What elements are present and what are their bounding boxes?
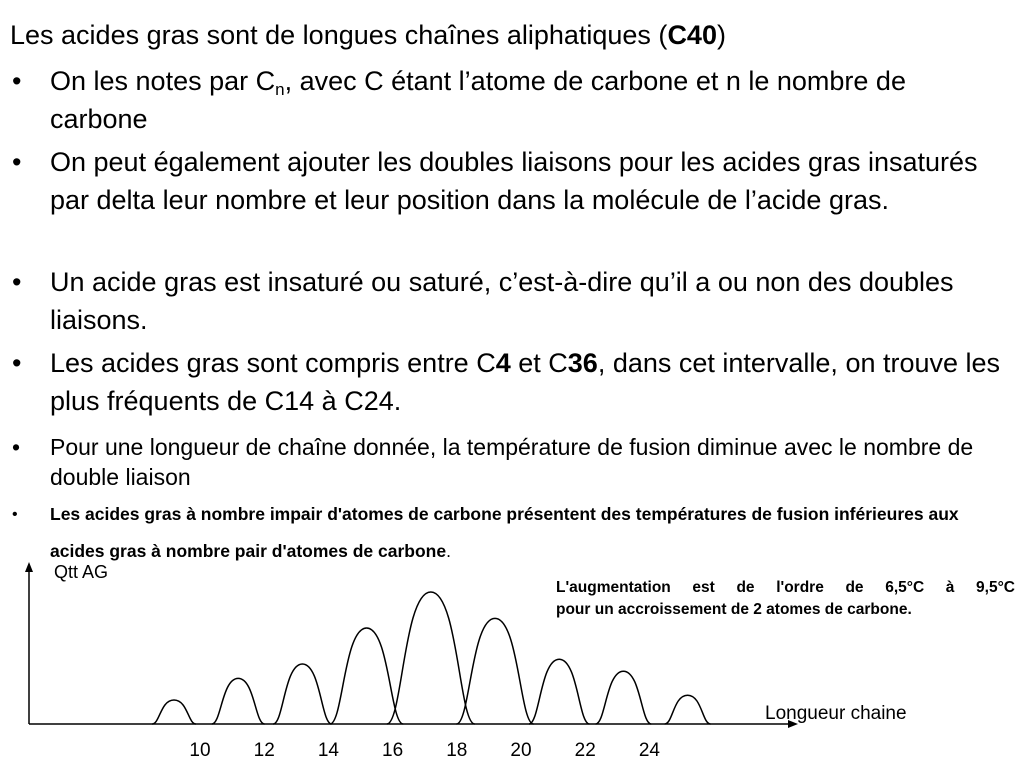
peak-20 xyxy=(456,618,533,724)
tick-label-12: 12 xyxy=(253,740,275,761)
bullet-text: Les acides gras à nombre impair d'atomes de carbone présentent des températures de fusion inférieures aux acides gras à nombre pair d'atomes de carbone. xyxy=(50,504,959,561)
y-axis-arrow xyxy=(25,562,33,572)
bullet-dot: • xyxy=(12,147,22,177)
bullet-odd-even xyxy=(12,496,1008,570)
x-axis-label: Longueur chaine xyxy=(765,703,907,724)
tick-label-22: 22 xyxy=(574,740,596,761)
bullet-dot: • xyxy=(12,434,21,460)
tick-label-14: 14 xyxy=(317,740,339,761)
bullet-dot: • xyxy=(12,348,22,378)
bullet-range xyxy=(12,344,1008,420)
subscript-n: n xyxy=(275,80,285,99)
peak-12 xyxy=(212,678,265,724)
bullet-double-bonds xyxy=(12,143,1008,219)
bullet-text: On les notes par $C_n$, avec C étant l’atome de carbone et n le nombre de carbone xyxy=(50,66,906,134)
tick-labels xyxy=(189,740,660,761)
y-axis-label: Qtt AG xyxy=(54,562,109,582)
bullet-notation xyxy=(12,62,1008,138)
bullet-dot: • xyxy=(12,66,22,96)
bullet-text: Pour une longueur de chaîne donnée, la température de fusion diminue avec le nombre de double liaison xyxy=(50,434,974,490)
peak-10 xyxy=(152,700,196,724)
tick-label-16: 16 xyxy=(382,740,404,761)
intro-bold: C40 xyxy=(667,20,717,50)
bullet-saturation xyxy=(12,263,1008,339)
peak-26 xyxy=(665,695,711,724)
tick-label-24: 24 xyxy=(638,740,660,761)
peak-22 xyxy=(529,659,589,724)
peak-16 xyxy=(330,628,403,724)
bullet-melting xyxy=(12,432,1008,492)
bullet-text: Un acide gras est insaturé ou saturé, c’est-à-dire qu’il a ou non des doubles liaisons. xyxy=(50,267,954,335)
bullet-text: Les acides gras sont compris entre C4 et C36, dans cet intervalle, on trouve les plus fréquents de C14 à C24. xyxy=(50,348,1001,416)
bullet-dot: • xyxy=(12,267,22,297)
tick-label-20: 20 xyxy=(510,740,532,761)
bullet-dot: • xyxy=(12,506,18,523)
tick-label-18: 18 xyxy=(446,740,468,761)
peak-14 xyxy=(273,664,331,724)
intro-line: Les acides gras sont de longues chaînes aliphatiques (C40) xyxy=(10,20,726,50)
tick-label-10: 10 xyxy=(189,740,211,761)
peak-24 xyxy=(596,671,652,724)
annotation-note: L'augmentation est de l'ordre de 6,5°C à 9,5°C pour un accroissement de 2 atomes de carbone. xyxy=(556,579,1015,618)
bullet-text: On peut également ajouter les doubles liaisons pour les acides gras insaturés par delta leur nombre et leur position dans la molécule de l’acide gras. xyxy=(50,147,978,215)
peak-18 xyxy=(387,592,475,724)
